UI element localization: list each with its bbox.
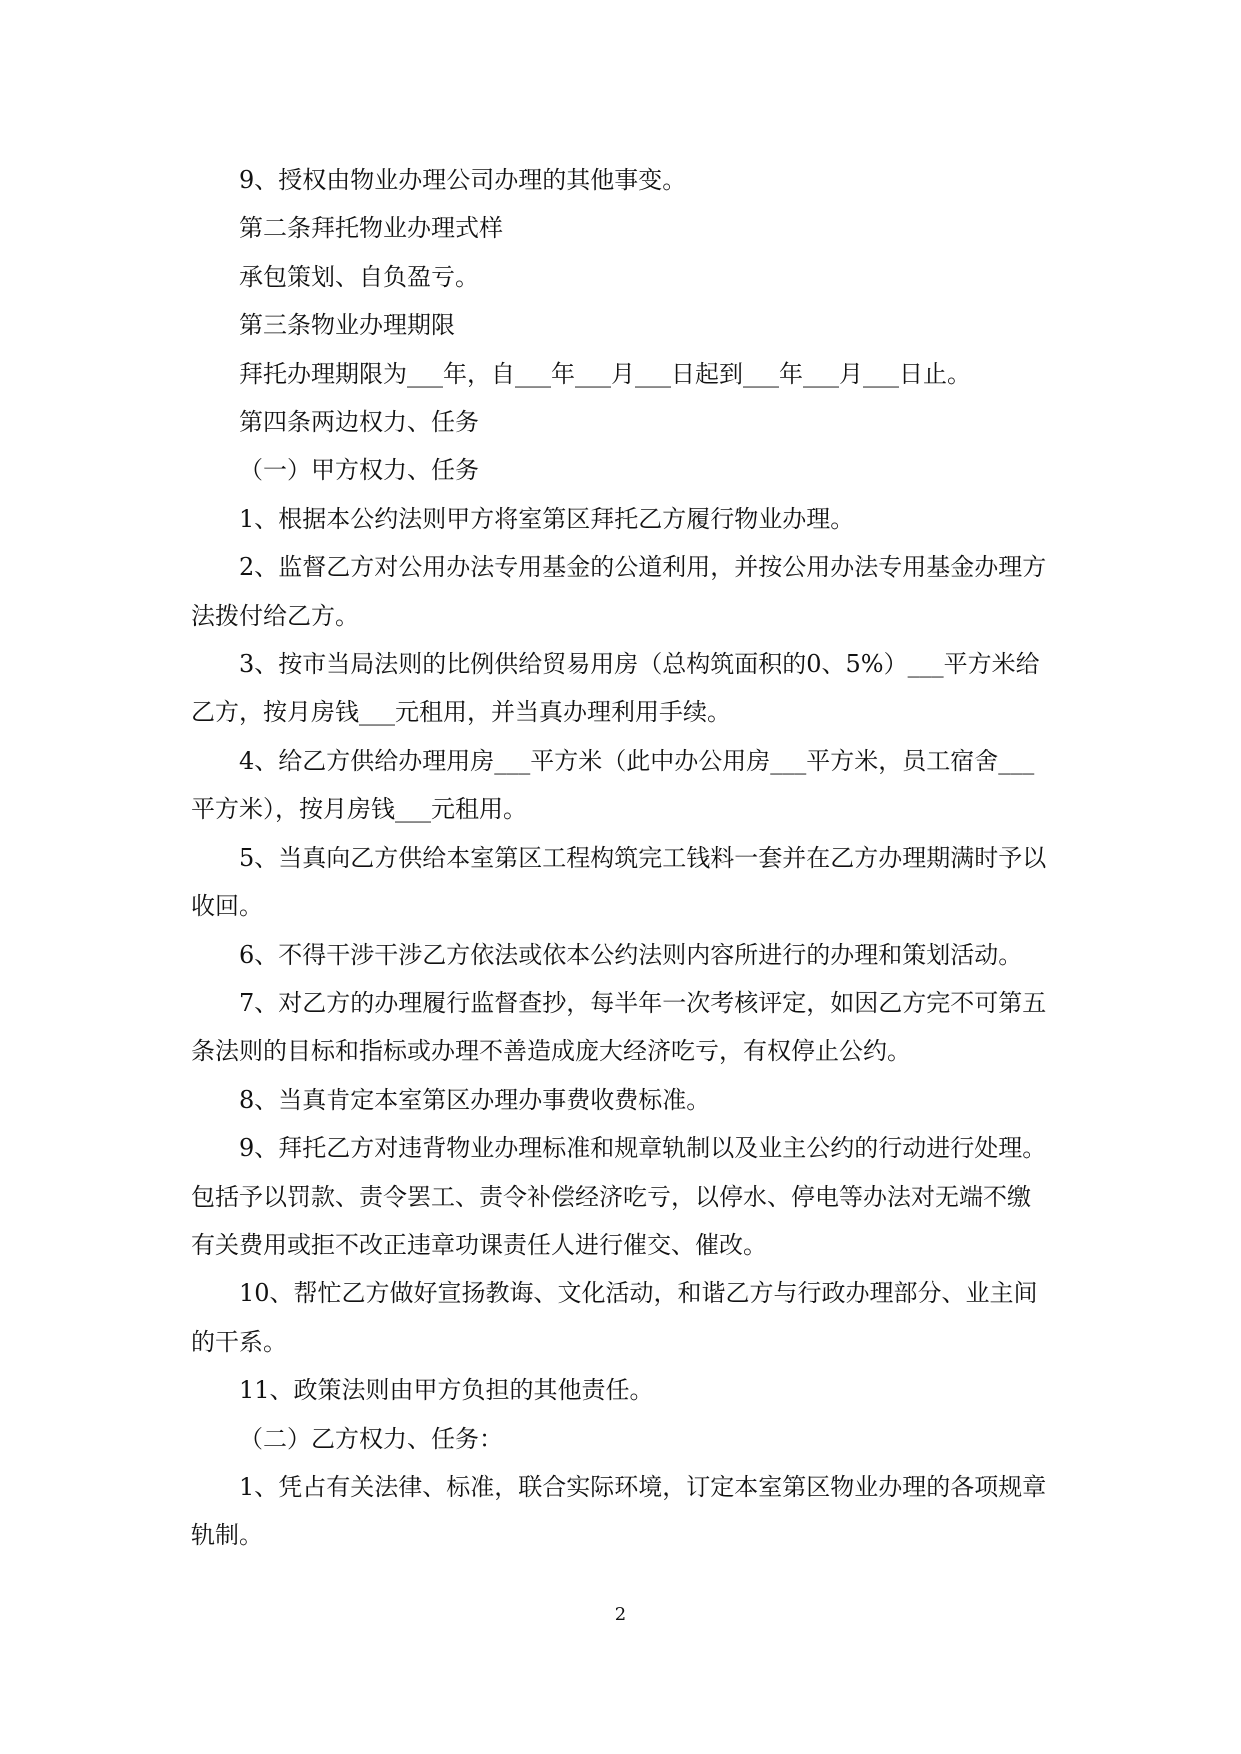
article-3-term-line: 拜托办理期限为___年，自___年___月___日起到___年___月___日止。: [239, 359, 971, 388]
party-a-item-9: 9、拜托乙方对违背物业办理标准和规章轨制以及业主公约的行动进行处理。包括予以罚款、责令罢工、责令补偿经济吃亏，以停水、停电等办法对无端不缴有关费用或拒不改正违章功课责任人进行催交、催改。: [191, 1134, 1047, 1259]
party-a-section-heading: （一）甲方权力、任务: [239, 456, 479, 485]
article-2-content: 承包策划、自负盈亏。: [239, 262, 479, 291]
paragraph-item-9-other-matters: 9、授权由物业办理公司办理的其他事变。: [239, 166, 687, 194]
document-body: [191, 156, 1051, 1560]
article-2-heading: 第二条拜托物业办理式样: [239, 214, 503, 243]
party-a-item-4: 4、给乙方供给办理用房___平方米（此中办公用房___平方米，员工宿舍___平方米），按月房钱___元租用。: [191, 746, 1035, 824]
page-number: 2: [614, 1604, 627, 1625]
party-a-item-6: 6、不得干涉干涉乙方依法或依本公约法则内容所进行的办理和策划活动。: [239, 940, 1023, 969]
article-3-heading: 第三条物业办理期限: [239, 311, 455, 340]
party-a-item-7: 7、对乙方的办理履行监督查抄，每半年一次考核评定，如因乙方完不可第五条法则的目标和指标或办理不善造成庞大经济吃亏，有权停止公约。: [191, 988, 1047, 1066]
party-a-item-1: 1、根据本公约法则甲方将室第区拜托乙方履行物业办理。: [239, 504, 855, 533]
party-b-section-heading: （二）乙方权力、任务：: [239, 1424, 503, 1453]
article-4-heading: 第四条两边权力、任务: [239, 408, 479, 437]
party-a-item-5: 5、当真向乙方供给本室第区工程构筑完工钱料一套并在乙方办理期满时予以收回。: [191, 843, 1047, 921]
party-a-item-3: 3、按市当局法则的比例供给贸易用房（总构筑面积的0、5%）___平方米给乙方，按月房钱___元租用，并当真办理利用手续。: [191, 650, 1040, 727]
party-b-item-1: 1、凭占有关法律、标准，联合实际环境，订定本室第区物业办理的各项规章轨制。: [191, 1472, 1047, 1550]
party-a-item-2: 2、监督乙方对公用办法专用基金的公道利用，并按公用办法专用基金办理方法拨付给乙方。: [191, 553, 1047, 630]
party-a-item-10: 10、帮忙乙方做好宣扬教诲、文化活动，和谐乙方与行政办理部分、业主间的干系。: [191, 1279, 1038, 1356]
party-a-item-8: 8、当真肯定本室第区办理办事费收费标准。: [239, 1085, 711, 1114]
party-a-item-11: 11、政策法则由甲方负担的其他责任。: [239, 1376, 654, 1405]
